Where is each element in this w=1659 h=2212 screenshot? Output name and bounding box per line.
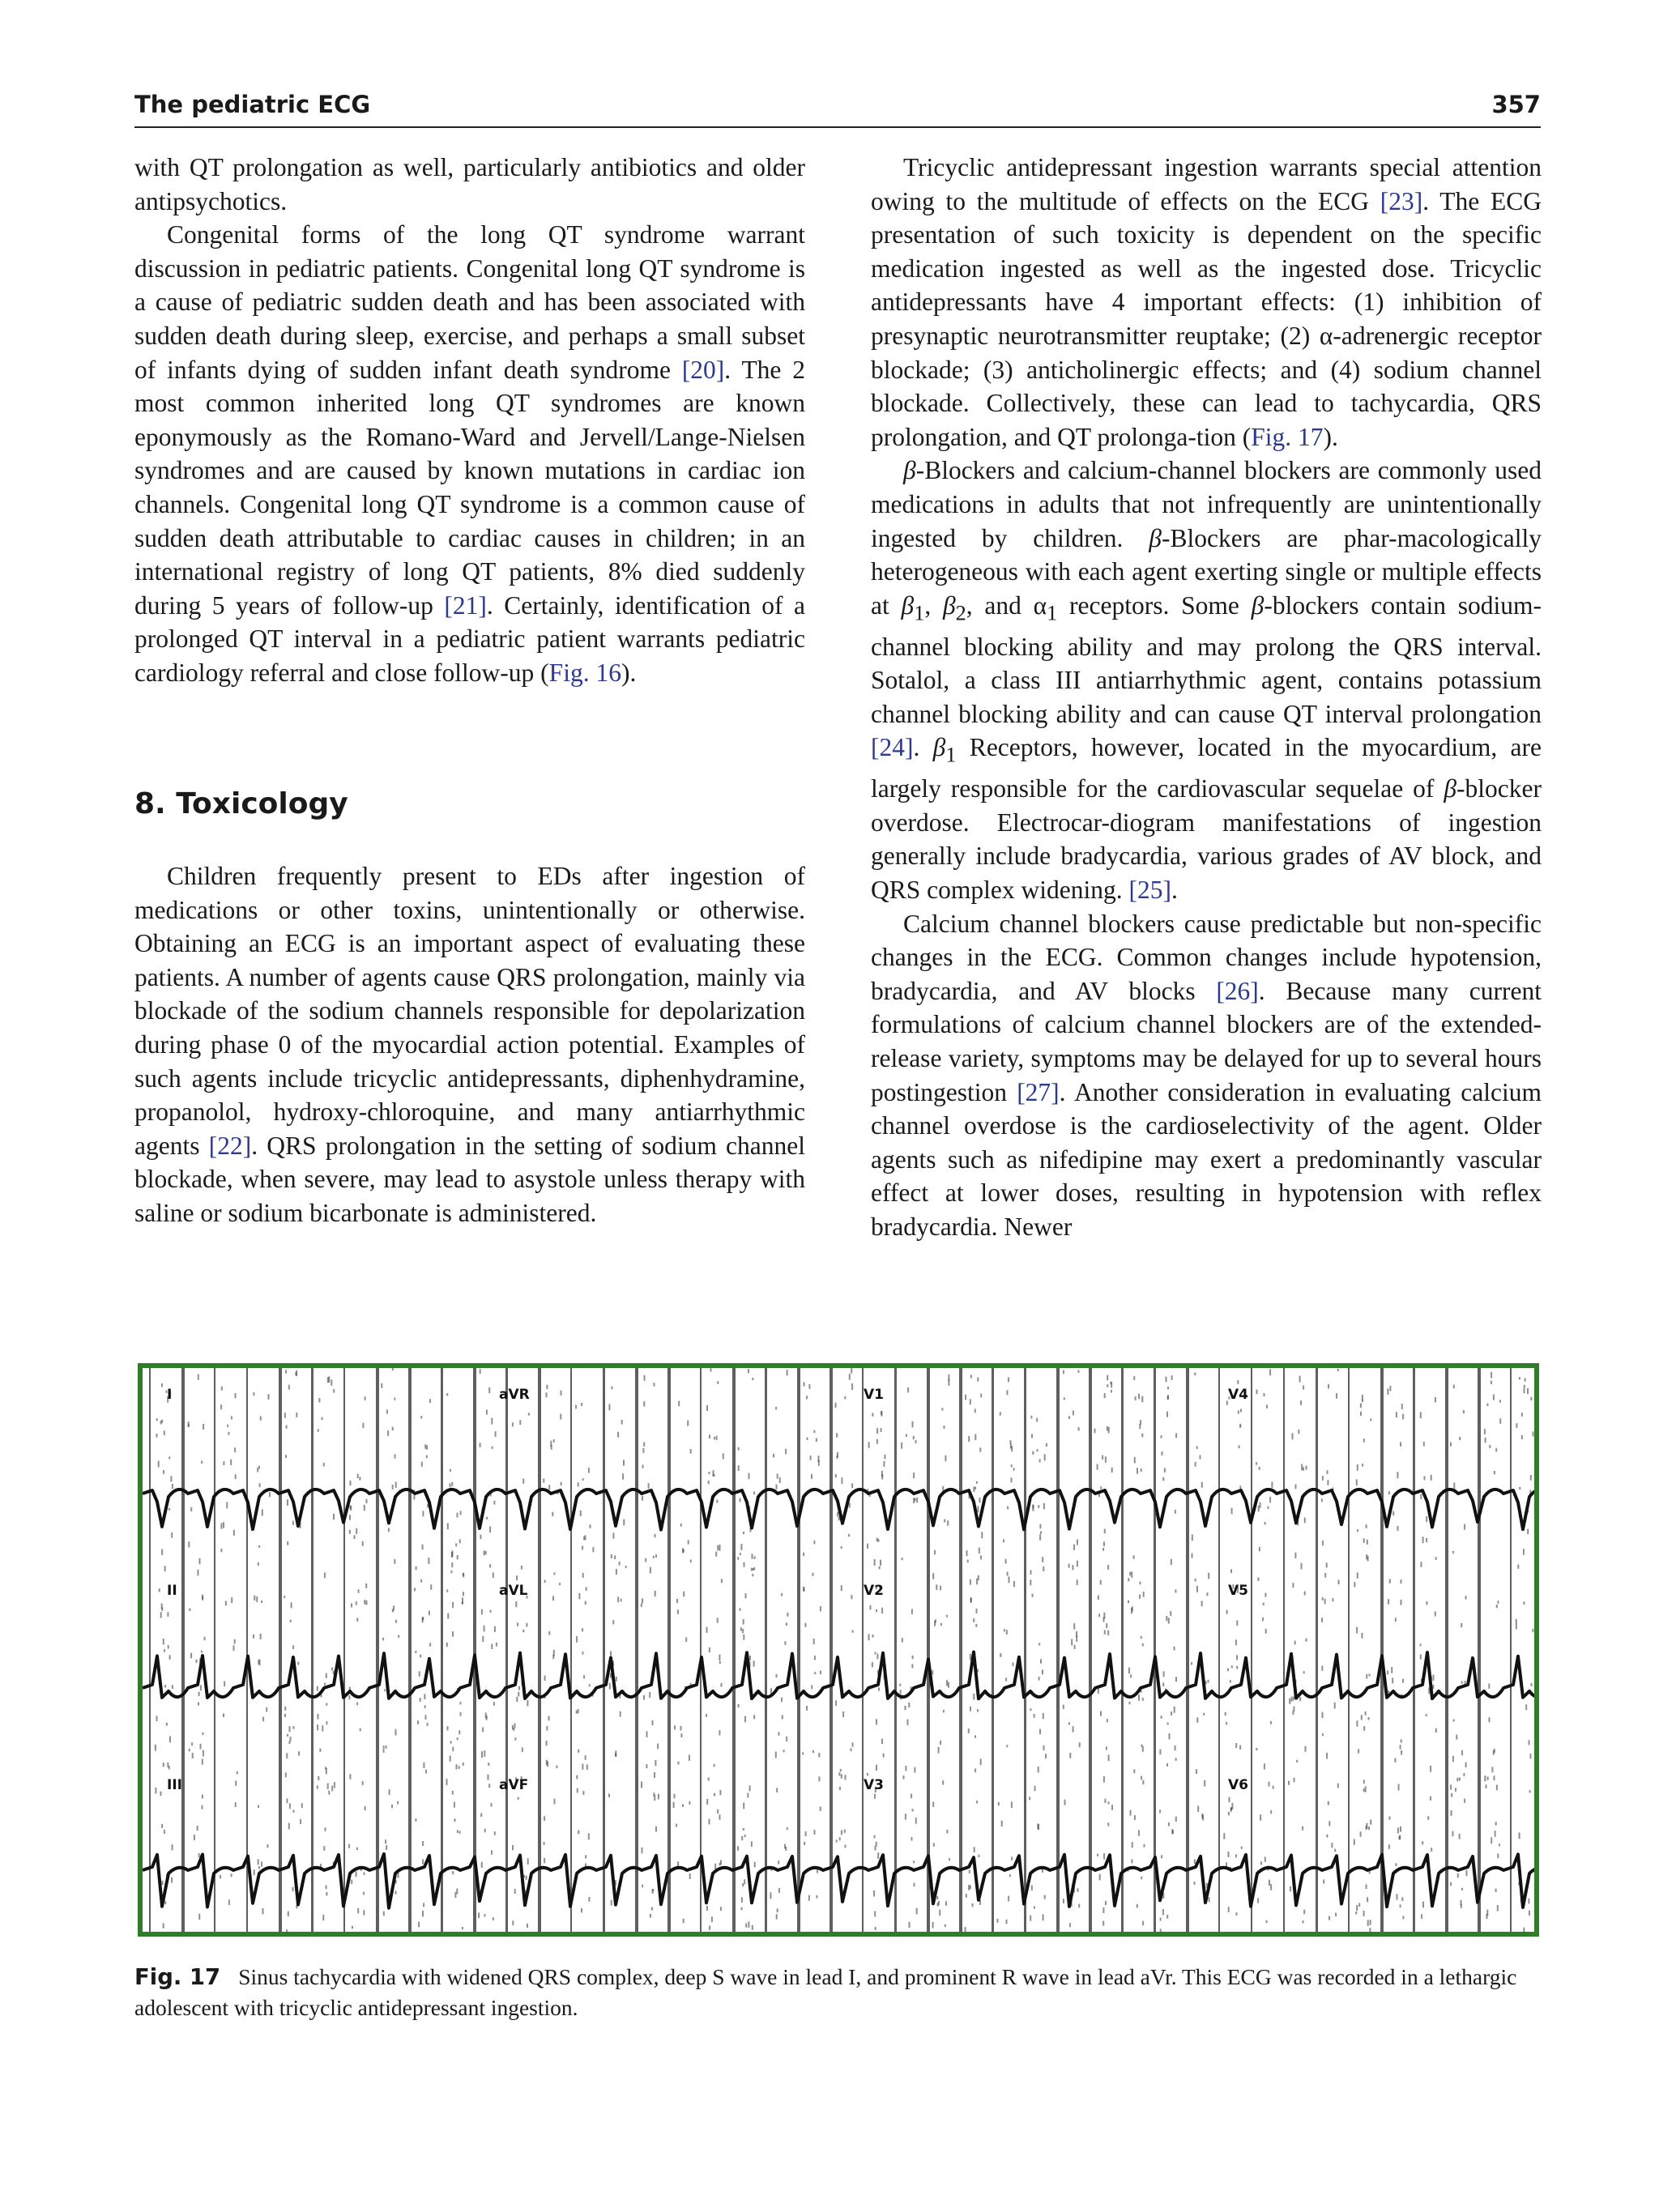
figure-link[interactable]: Fig. 16	[548, 658, 621, 687]
lead-label: V3	[864, 1777, 884, 1793]
ecg-tracing	[143, 1368, 1534, 1932]
citation-link[interactable]: [21]	[444, 590, 487, 620]
page-number: 357	[1491, 91, 1541, 118]
lead-label: II	[167, 1583, 177, 1599]
caption-label: Fig. 17	[134, 1964, 221, 1990]
ecg-grid	[149, 1368, 1534, 1932]
paragraph: Calcium channel blockers cause predictable but non-specific changes in the ECG. Common changes include hypotension, bradycardia, and AV blocks [26]. Because many current formulations of calcium channel blockers are of the extended-release variety, symptoms may be delayed for up to several hours postingestion [27]. Another consideration in evaluating calcium channel overdose is the cardioselectivity of the agent. Older agents such as nifedipine may exert a predominantly vascular effect at lower doses, resulting in hypotension with reflex bradycardia. Newer	[871, 909, 1542, 1241]
lead-label: aVF	[499, 1777, 529, 1793]
lead-label: V1	[864, 1387, 884, 1403]
figure-caption	[134, 1962, 1541, 2023]
citation-link[interactable]: [24]	[871, 733, 914, 762]
running-title: The pediatric ECG	[134, 91, 371, 118]
citation-link[interactable]: [27]	[1017, 1077, 1060, 1106]
citation-link[interactable]: [23]	[1380, 186, 1423, 215]
lead-label: V5	[1228, 1583, 1248, 1599]
caption-text: Sinus tachycardia with widened QRS complex, deep S wave in lead I, and prominent R wave in lead aVr. This ECG was recorded in a lethargic adolescent with tricyclic antidepressant ingestion.	[134, 1964, 1517, 2020]
citation-link[interactable]: [26]	[1216, 976, 1259, 1005]
paragraph: with QT prolongation as well, particularly antibiotics and older antipsychotics.	[134, 153, 805, 215]
ecg-figure	[138, 1363, 1539, 1937]
paragraph: Congenital forms of the long QT syndrome warrant discussion in pediatric patients. Congenital long QT syndrome is a cause of pediatric sudden death and has been associated with sudden death during sleep, exercise, and perhaps a small subset of infants dying of sudden infant death syndrome [20]. The 2 most common inherited long QT syndromes are known eponymously as the Romano-Ward and Jervell/Lange-Nielsen syndromes and are caused by known mutations in cardiac ion channels. Congenital long QT syndrome is a common cause of sudden death attributable to cardiac causes in children; in an international registry of long QT patients, 8% died suddenly during 5 years of follow-up [21]. Certainly, identification of a prolonged QT interval in a pediatric patient warrants pediatric cardiology referral and close follow-up (Fig. 16).	[134, 220, 805, 687]
lead-label: V6	[1228, 1777, 1248, 1793]
right-column	[871, 151, 1542, 1244]
figure-link[interactable]: Fig. 17	[1251, 422, 1324, 451]
lead-label: V4	[1228, 1387, 1248, 1403]
citation-link[interactable]: [20]	[681, 355, 725, 384]
paragraph: Tricyclic antidepressant ingestion warrants special attention owing to the multitude of effects on the ECG [23]. The ECG presentation of such toxicity is dependent on the specific medication ingested as well as the ingested dose. Tricyclic antidepressants have 4 important effects: (1) inhibition of presynaptic neurotransmitter reuptake; (2) α-adrenergic receptor blockade; (3) anticholinergic effects; and (4) sodium channel blockade. Collectively, these can lead to tachycardia, QRS prolongation, and QT prolonga-tion (Fig. 17).	[871, 153, 1542, 451]
lead-label: aVR	[499, 1387, 530, 1403]
paragraph: Children frequently present to EDs after ingestion of medications or other toxins, unintentionally or otherwise. Obtaining an ECG is an important aspect of evaluating these patients. A number of agents cause QRS prolongation, mainly via blockade of the sodium channels responsible for depolarization during phase 0 of the myocardial action potential. Examples of such agents include tricyclic antidepressants, diphenhydramine, propanolol, hydroxy-chloroquine, and many antiarrhythmic agents [22]. QRS prolongation in the setting of sodium channel blockade, when severe, may lead to asystole unless therapy with saline or sodium bicarbonate is administered.	[134, 862, 805, 1228]
running-head	[134, 91, 1541, 128]
citation-link[interactable]: [22]	[208, 1131, 252, 1160]
lead-label: aVL	[499, 1583, 528, 1599]
left-column	[134, 151, 805, 1230]
ecg-trace	[143, 1652, 1534, 1699]
lead-label: I	[167, 1387, 173, 1403]
section-heading: 8. Toxicology	[134, 786, 348, 820]
citation-link[interactable]: [25]	[1128, 876, 1171, 905]
paragraph: β-Blockers and calcium-channel blockers are commonly used medications in adults that not infrequently are unintentionally ingested by children. β-Blockers are phar-macologically heterogeneous with each agent exerting single or multiple effects at $\beta_1$, $\beta_2$, and $\alpha_1$ receptors. Some β-blockers contain sodium-channel blocking ability and may prolong the QRS interval. Sotalol, a class III antiarrhythmic agent, contains potassium channel blocking ability and can cause QT interval prolongation [24]. $\beta_1$ Receptors, however, located in the myocardium, are largely responsible for the cardiovascular sequelae of β-blocker overdose. Electrocar-diogram manifestations of ingestion generally include bradycardia, various grades of AV block, and QRS complex widening. [25].	[871, 456, 1542, 905]
lead-label: V2	[864, 1583, 884, 1599]
lead-label: III	[167, 1777, 182, 1793]
